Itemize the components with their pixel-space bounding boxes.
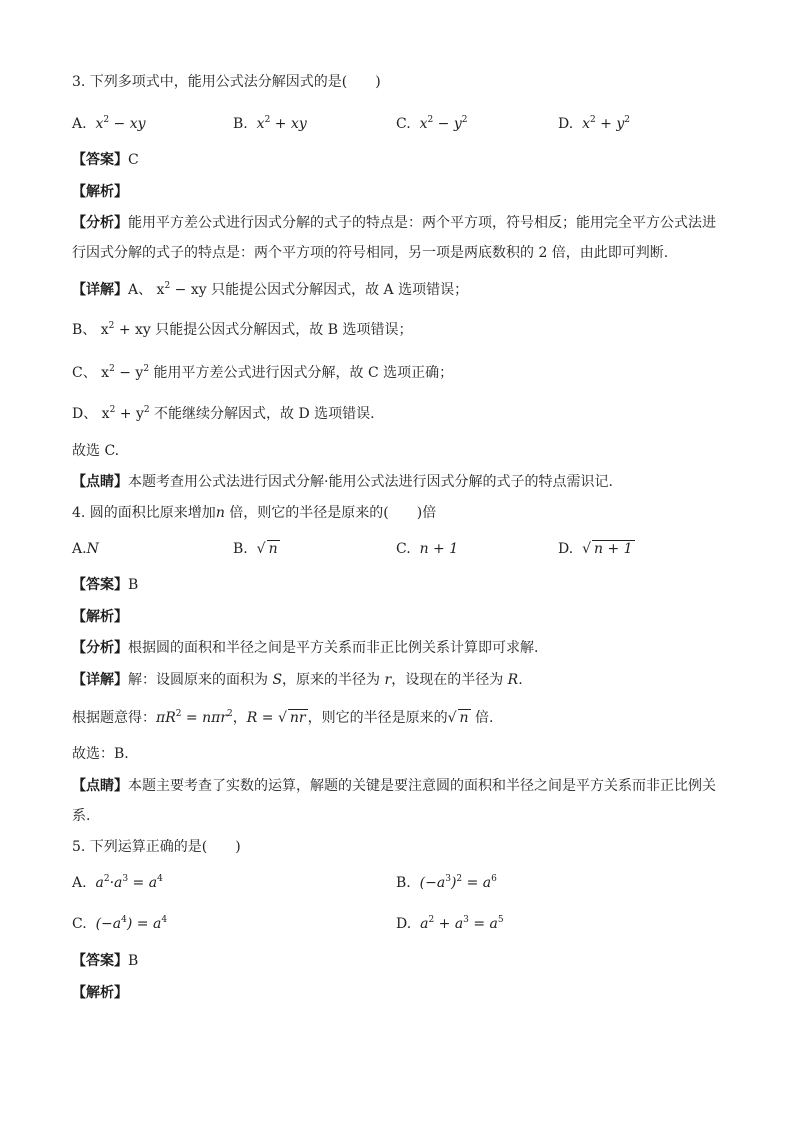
q5-option-d: D. $a^2 + a^3 = a^5$ [396, 915, 504, 932]
q4-option-a: A.N [72, 541, 99, 557]
q4-stem: 4. 圆的面积比原来增加n 倍，则它的半径是原来的( )倍 [72, 505, 437, 521]
q4-fenxi: 【分析】根据圆的面积和半径之间是平方关系而非正比例关系计算即可求解. [72, 640, 539, 656]
q4-option-b: B. √ n [233, 541, 278, 557]
q4-option-d: D. √ n + 1 [558, 541, 633, 557]
q3-detail-b: B、 $x^2$ + xy 只能提公因式分解因式，故 B 选项错误； [72, 321, 413, 338]
q5-option-c: C. $(-a^4) = a^4$ [72, 915, 168, 932]
q3-detail-c: C、 $x^2 - y^2$ 能用平方差公式进行因式分解，故 C 选项正确； [72, 364, 454, 381]
q4-detail-2: 根据题意得：$\pi R^2 = n\pi r^2$，R = √ nr ，则它的半径是原来的√ n 倍. [72, 709, 494, 726]
q3-option-b: B. $x^2$ + xy [233, 115, 307, 132]
q4-choose: 故选：B. [72, 746, 129, 762]
q3-detail-d: D、 $x^2 + y^2$ 不能继续分解因式，故 D 选项错误. [72, 405, 375, 422]
q3-choose: 故选 C. [72, 443, 120, 459]
q5-stem: 5. 下列运算正确的是( ) [72, 839, 241, 855]
q3-fenxi-line-1: 【分析】能用平方差公式进行因式分解的式子的特点是：两个平方项，符号相反；能用完全平方公式法进 [72, 215, 716, 231]
q3-option-c: C. $x^2 - y^2$ [396, 115, 468, 132]
q3-option-d: D. $x^2 + y^2$ [558, 115, 631, 132]
q4-answer: 【答案】B [72, 577, 139, 593]
q4-dianjing-line-1: 【点睛】本题主要考查了实数的运算，解题的关键是要注意圆的面积和半径之间是平方关系而非正比例关 [72, 778, 716, 794]
q3-fenxi-line-2: 行因式分解的式子的特点是：两个平方项的符号相同，另一项是两底数积的 2 倍，由此即可判断. [72, 245, 669, 261]
q3-analysis-heading: 【解析】 [72, 184, 128, 200]
q4-dianjing-line-2: 系. [72, 808, 91, 824]
q5-option-b: B. $(-a^3)^2 = a^6$ [396, 874, 497, 891]
q3-answer: 【答案】C [72, 152, 139, 168]
q3-detail-a: 【详解】A、 $x^2$ − xy 只能提公因式分解因式，故 A 选项错误； [72, 281, 469, 298]
q3-dianjing: 【点睛】本题考查用公式法进行因式分解·能用公式法进行因式分解的式子的特点需识记. [72, 474, 613, 490]
q5-answer: 【答案】B [72, 953, 139, 969]
q5-analysis-heading: 【解析】 [72, 985, 128, 1001]
q4-detail-1: 【详解】解：设圆原来的面积为 S，原来的半径为 r，设现在的半径为 R. [72, 672, 523, 688]
q5-option-a: A. $a^2\cdot a^3 = a^4$ [72, 874, 163, 891]
q4-option-c: C. n + 1 [396, 541, 459, 557]
q3-option-a: A. $x^2$ − xy [72, 115, 146, 132]
q4-analysis-heading: 【解析】 [72, 609, 128, 625]
q3-stem: 3. 下列多项式中，能用公式法分解因式的是( ) [72, 74, 381, 90]
